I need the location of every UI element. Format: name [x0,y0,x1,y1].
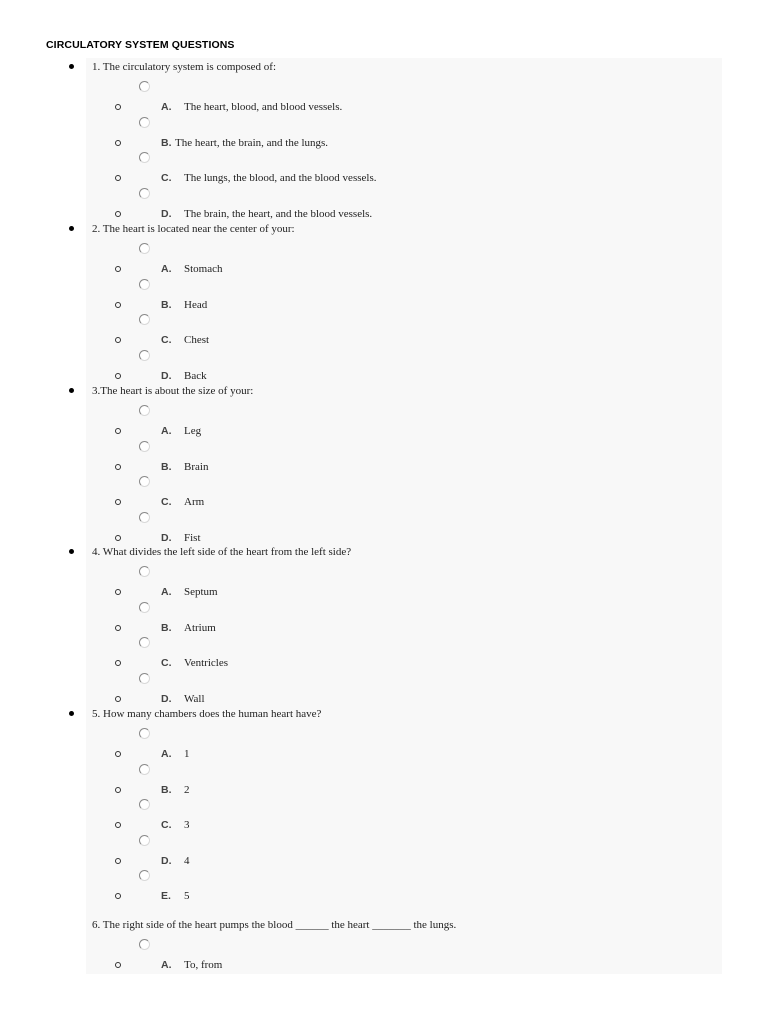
radio-row [0,80,768,94]
answer-option [0,656,768,670]
option-letter: D. [161,692,172,705]
answer-radio-q5-3[interactable] [139,799,150,810]
bullet-icon [69,549,74,554]
option-text: Fist [184,531,201,544]
answer-radio-q5-5[interactable] [139,870,150,881]
option-text: Brain [184,460,209,473]
answer-option [0,424,768,438]
radio-row [0,475,768,489]
option-letter: D. [161,531,172,544]
option-letter: A. [161,748,172,760]
option-text: The heart, blood, and blood vessels. [184,101,343,113]
option-letter: C. [161,819,172,831]
option-letter: A. [161,101,172,113]
sub-bullet-icon [115,696,121,702]
document-title: CIRCULATORY SYSTEM QUESTIONS [46,39,235,51]
option-letter: A. [161,586,172,598]
answer-option [0,958,768,972]
bullet-icon [69,64,74,69]
answer-radio-q6-1[interactable] [139,939,150,950]
answer-radio-q5-2[interactable] [139,764,150,775]
sub-bullet-icon [115,535,121,541]
option-text: 2 [184,783,190,796]
option-letter: C. [161,334,172,346]
answer-radio-q1-3[interactable] [139,152,150,163]
answer-radio-q3-2[interactable] [139,441,150,452]
sub-bullet-icon [115,625,121,631]
answer-option [0,262,768,276]
sub-bullet-icon [115,893,121,899]
question-text: 5. How many chambers does the human heart have? [92,708,322,720]
sub-bullet-icon [115,428,121,434]
radio-row [0,636,768,650]
option-letter: D. [161,369,172,382]
radio-row [0,511,768,525]
option-letter: B. [161,298,172,311]
answer-option [0,207,768,221]
option-text: Ventricles [184,657,228,669]
answer-option [0,171,768,185]
option-letter: A. [161,425,172,437]
answer-option [0,585,768,599]
radio-row [0,440,768,454]
option-text: Stomach [184,263,223,275]
option-letter: E. [161,890,171,902]
question-text: 1. The circulatory system is composed of: [92,61,277,73]
sub-bullet-icon [115,266,121,272]
question-text: 3.The heart is about the size of your: [92,385,254,397]
option-text: The heart, the brain, and the lungs. [175,136,329,149]
answer-radio-q1-1[interactable] [139,81,150,92]
sub-bullet-icon [115,337,121,343]
radio-row [0,601,768,615]
answer-option [0,460,768,474]
question-2 [0,222,768,236]
option-text: Head [184,298,208,311]
answer-radio-q3-1[interactable] [139,405,150,416]
answer-radio-q4-1[interactable] [139,566,150,577]
radio-row [0,151,768,165]
option-letter: B. [161,783,172,796]
answer-radio-q4-4[interactable] [139,673,150,684]
option-letter: B. [161,460,172,473]
option-text: Septum [184,586,218,598]
answer-option [0,889,768,903]
sub-bullet-icon [115,373,121,379]
radio-row [0,798,768,812]
option-text: 4 [184,854,190,867]
bullet-icon [69,226,74,231]
answer-option [0,531,768,545]
option-text: Atrium [184,621,216,634]
radio-row [0,672,768,686]
answer-option [0,783,768,797]
answer-radio-q5-4[interactable] [139,835,150,846]
option-text: Back [184,369,207,382]
question-6 [0,918,768,932]
answer-option [0,692,768,706]
answer-option [0,333,768,347]
question-text: 4. What divides the left side of the heart from the left side? [92,546,352,558]
answer-option [0,298,768,312]
option-letter: B. [161,136,172,149]
answer-radio-q2-2[interactable] [139,279,150,290]
option-letter: B. [161,621,172,634]
sub-bullet-icon [115,858,121,864]
sub-bullet-icon [115,751,121,757]
answer-option [0,854,768,868]
answer-radio-q4-3[interactable] [139,637,150,648]
answer-radio-q2-3[interactable] [139,314,150,325]
answer-option [0,818,768,832]
answer-radio-q3-3[interactable] [139,476,150,487]
sub-bullet-icon [115,589,121,595]
option-text: 1 [184,748,190,760]
radio-row [0,349,768,363]
answer-radio-q4-2[interactable] [139,602,150,613]
sub-bullet-icon [115,464,121,470]
question-3 [0,384,768,398]
question-4 [0,545,768,559]
radio-row [0,763,768,777]
answer-radio-q2-1[interactable] [139,243,150,254]
radio-row [0,834,768,848]
option-letter: D. [161,854,172,867]
option-letter: C. [161,496,172,508]
sub-bullet-icon [115,822,121,828]
option-text: 5 [184,890,190,902]
sub-bullet-icon [115,787,121,793]
option-text: The lungs, the blood, and the blood vessels. [184,172,377,184]
radio-row [0,116,768,130]
bullet-icon [69,711,74,716]
answer-option [0,100,768,114]
answer-option [0,369,768,383]
answer-option [0,136,768,150]
option-text: Chest [184,334,210,346]
answer-radio-q3-4[interactable] [139,512,150,523]
option-letter: C. [161,657,172,669]
sub-bullet-icon [115,211,121,217]
radio-row [0,187,768,201]
answer-option [0,621,768,635]
question-1 [0,60,768,74]
answer-radio-q1-2[interactable] [139,117,150,128]
option-letter: A. [161,959,172,971]
radio-row [0,242,768,256]
option-text: 3 [184,819,190,831]
radio-row [0,278,768,292]
radio-row [0,938,768,952]
question-text: 6. The right side of the heart pumps the blood ______ the heart _______ the lungs. [92,919,457,931]
option-text: Wall [184,692,205,705]
sub-bullet-icon [115,962,121,968]
answer-radio-q5-1[interactable] [139,728,150,739]
radio-row [0,404,768,418]
answer-radio-q2-4[interactable] [139,350,150,361]
bullet-icon [69,388,74,393]
sub-bullet-icon [115,499,121,505]
option-text: Leg [184,425,202,437]
radio-row [0,727,768,741]
option-text: Arm [184,496,205,508]
option-text: To, from [184,959,223,971]
sub-bullet-icon [115,302,121,308]
option-letter: D. [161,207,172,220]
option-letter: C. [161,172,172,184]
sub-bullet-icon [115,140,121,146]
answer-radio-q1-4[interactable] [139,188,150,199]
sub-bullet-icon [115,104,121,110]
radio-row [0,565,768,579]
question-5 [0,707,768,721]
sub-bullet-icon [115,660,121,666]
sub-bullet-icon [115,175,121,181]
option-text: The brain, the heart, and the blood vessels. [184,207,373,220]
answer-option [0,747,768,761]
radio-row [0,313,768,327]
option-letter: A. [161,263,172,275]
answer-option [0,495,768,509]
question-text: 2. The heart is located near the center of your: [92,223,295,235]
radio-row [0,869,768,883]
